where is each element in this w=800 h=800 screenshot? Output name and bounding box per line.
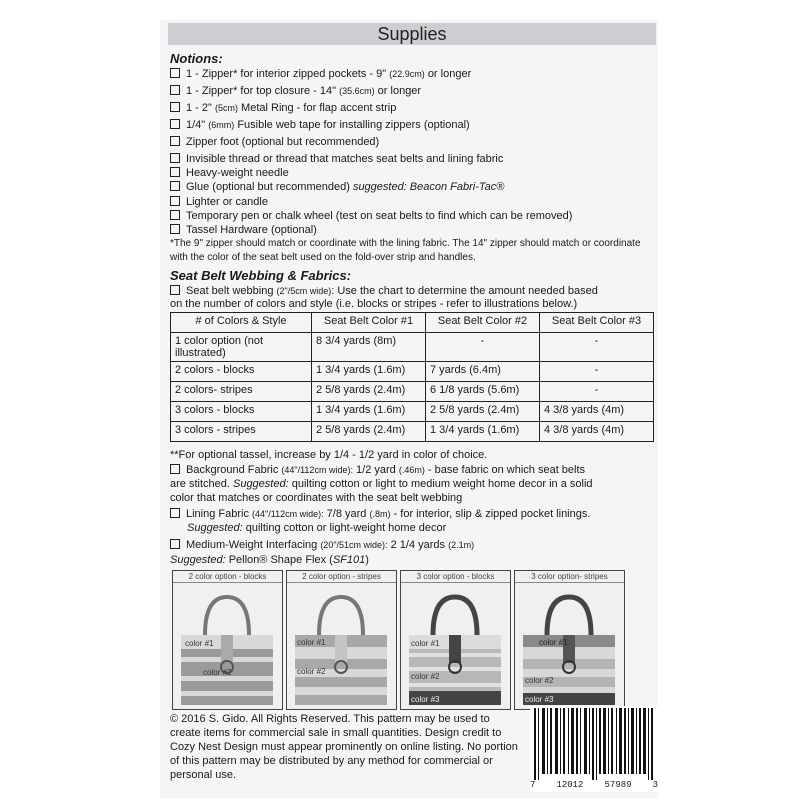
table-row xyxy=(171,422,654,442)
webbing-intro-cont: on the number of colors and style (i.e. blocks or stripes - refer to illustrations below.) xyxy=(170,298,578,310)
table-cell: 4 3/8 yards (4m) xyxy=(540,422,654,442)
barcode-bars-icon xyxy=(530,706,658,780)
column-header: Seat Belt Color #3 xyxy=(540,313,654,333)
column-header: Seat Belt Color #1 xyxy=(312,313,426,333)
table-cell: 2 colors - blocks xyxy=(171,362,312,382)
table-cell: 2 5/8 yards (2.4m) xyxy=(426,402,540,422)
checkbox-icon xyxy=(170,136,180,146)
table-cell: 1 3/4 yards (1.6m) xyxy=(426,422,540,442)
color-label: color #1 xyxy=(185,639,214,648)
seat-belt-yardage-table xyxy=(170,312,654,442)
checkbox-icon xyxy=(170,464,180,474)
tassel-note: **For optional tassel, increase by 1/4 - 1/2 yard in color of choice. xyxy=(170,449,488,461)
table-cell: 4 3/8 yards (4m) xyxy=(540,402,654,422)
color-label: color #1 xyxy=(297,638,326,647)
table-row xyxy=(171,382,654,402)
notion-item: 1/4" (6mm) Fusible web tape for installing zippers (optional) xyxy=(170,118,654,132)
notion-item: Heavy-weight needle xyxy=(170,166,654,180)
notion-item: Temporary pen or chalk wheel (test on seat belts to find which can be removed) xyxy=(170,209,654,223)
column-header: # of Colors & Style xyxy=(171,313,312,333)
lining-fabric: Lining Fabric (44"/112cm wide): 7/8 yard (.8m) - for interior, slip & zipped pocket linings. xyxy=(170,507,654,521)
bag-stripes-icon xyxy=(287,583,396,709)
webbing-heading: Seat Belt Webbing & Fabrics: xyxy=(170,268,352,283)
checkbox-icon xyxy=(170,539,180,549)
table-cell: - xyxy=(426,333,540,362)
table-cell: 1 color option (not illustrated) xyxy=(171,333,312,362)
bag-blocks-icon xyxy=(173,583,282,709)
checkbox-icon xyxy=(170,285,180,295)
notion-item: Invisible thread or thread that matches seat belts and lining fabric xyxy=(170,152,654,166)
checkbox-icon xyxy=(170,102,180,112)
table-header-row xyxy=(171,313,654,333)
table-cell: - xyxy=(540,382,654,402)
color-label: color #3 xyxy=(525,695,554,704)
color-label: color #1 xyxy=(539,638,568,647)
table-row xyxy=(171,402,654,422)
table-cell: 7 yards (6.4m) xyxy=(426,362,540,382)
table-cell: 1 3/4 yards (1.6m) xyxy=(312,362,426,382)
table-row xyxy=(171,333,654,362)
table-row xyxy=(171,362,654,382)
checkbox-icon xyxy=(170,210,180,220)
checkbox-icon xyxy=(170,153,180,163)
checkbox-icon xyxy=(170,224,180,234)
checkbox-icon xyxy=(170,68,180,78)
table-cell: 2 5/8 yards (2.4m) xyxy=(312,422,426,442)
table-cell: 1 3/4 yards (1.6m) xyxy=(312,402,426,422)
notion-item: Zipper foot (optional but recommended) xyxy=(170,135,654,149)
checkbox-icon xyxy=(170,508,180,518)
table-cell: - xyxy=(540,333,654,362)
table-cell: 8 3/4 yards (8m) xyxy=(312,333,426,362)
illustration-2-color-blocks: 2 color option - blocks color #1 color #2 xyxy=(172,570,283,710)
color-label: color #1 xyxy=(411,639,440,648)
notion-item: Glue (optional but recommended) suggested: Beacon Fabri-Tac® xyxy=(170,180,654,194)
table-cell: 6 1/8 yards (5.6m) xyxy=(426,382,540,402)
notion-item: Lighter or candle xyxy=(170,195,654,209)
checkbox-icon xyxy=(170,196,180,206)
notion-item: 1 - 2" (5cm) Metal Ring - for flap accent strip xyxy=(170,101,654,115)
checkbox-icon xyxy=(170,119,180,129)
table-cell: 2 colors- stripes xyxy=(171,382,312,402)
background-fabric-cont: color that matches or coordinates with the seat belt webbing xyxy=(170,492,463,504)
notion-item: Tassel Hardware (optional) xyxy=(170,223,654,237)
background-fabric-cont: are stitched. Suggested: quilting cotton or light to medium weight home decor in a solid xyxy=(170,478,593,490)
interfacing: Medium-Weight Interfacing (20"/51cm wide): 2 1/4 yards (2.1m) xyxy=(170,538,654,552)
table-cell: 2 5/8 yards (2.4m) xyxy=(312,382,426,402)
table-cell: - xyxy=(540,362,654,382)
background-fabric: Background Fabric (44"/112cm wide): 1/2 yard (.46m) - base fabric on which seat belts xyxy=(170,463,654,477)
page-title: Supplies xyxy=(168,23,656,45)
color-label: color #3 xyxy=(411,695,440,704)
checkbox-icon xyxy=(170,181,180,191)
interfacing-cont: Suggested: Pellon® Shape Flex (SF101) xyxy=(170,554,369,566)
notions-heading: Notions: xyxy=(170,51,223,66)
illustration-2-color-stripes: 2 color option - stripes color #1 color #2 xyxy=(286,570,397,710)
illustration-3-color-blocks: 3 color option - blocks color #1 color #2 color #3 xyxy=(400,570,511,710)
notion-item: 1 - Zipper* for top closure - 14" (35.6cm) or longer xyxy=(170,84,654,98)
color-label: color #2 xyxy=(525,676,554,685)
column-header: Seat Belt Color #2 xyxy=(426,313,540,333)
color-label: color #2 xyxy=(297,667,326,676)
barcode xyxy=(530,706,658,792)
barcode-digits: 7 12012 57989 3 xyxy=(530,780,658,790)
notion-item: 1 - Zipper* for interior zipped pockets - 9" (22.9cm) or longer xyxy=(170,67,654,81)
webbing-intro: Seat belt webbing (2"/5cm wide): Use the chart to determine the amount needed based xyxy=(170,284,654,298)
checkbox-icon xyxy=(170,167,180,177)
copyright-notice: © 2016 S. Gido. All Rights Reserved. This pattern may be used to create items for commercial sale in small quantities. Design credit to Cozy Nest Design must appear prominently on online listing. No portion of this pattern may be distributed by any method for commercial or personal use. xyxy=(170,713,518,781)
color-label: color #2 xyxy=(203,668,232,677)
illustration-3-color-stripes: 3 color option- stripes color #1 color #2 color #3 xyxy=(514,570,625,710)
zipper-footnote: *The 9" zipper should match or coordinate with the lining fabric. The 14" zipper should match or coordinate with the color of the seat belt used on the fold-over strip and handles. xyxy=(170,238,641,263)
table-cell: 3 colors - blocks xyxy=(171,402,312,422)
lining-fabric-cont: Suggested: quilting cotton or light-weight home decor xyxy=(187,522,447,534)
bag-stripes-icon xyxy=(515,583,624,709)
table-cell: 3 colors - stripes xyxy=(171,422,312,442)
checkbox-icon xyxy=(170,85,180,95)
bag-blocks-icon xyxy=(401,583,510,709)
color-label: color #2 xyxy=(411,672,440,681)
